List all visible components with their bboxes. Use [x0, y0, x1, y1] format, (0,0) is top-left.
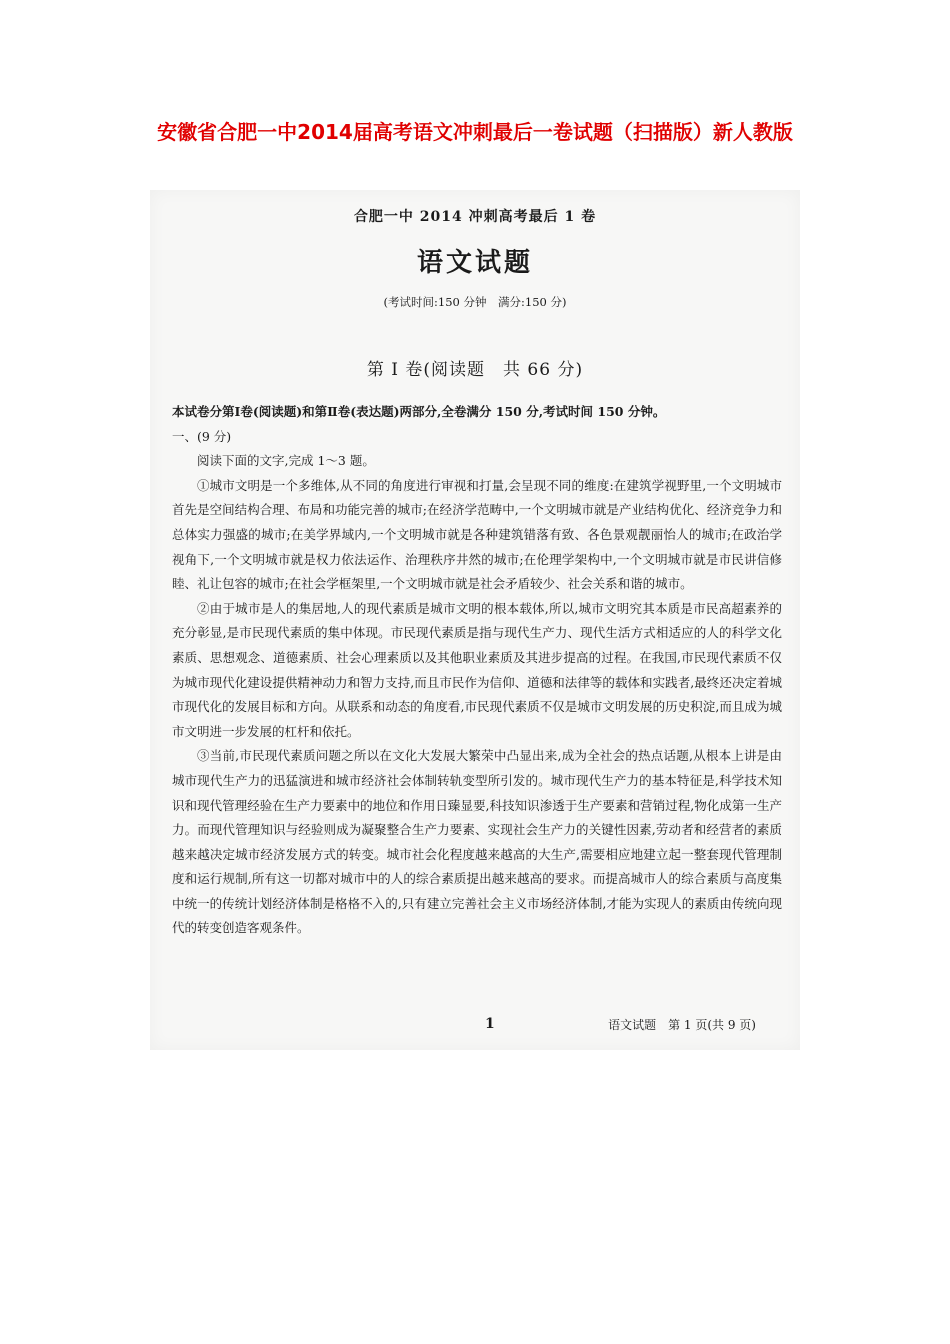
- subject-title: 语文试题: [416, 248, 533, 278]
- paragraph-1: ①城市文明是一个多维体,从不同的角度进行审视和打量,会呈现不同的维度:在建筑学视野里,一个文明城市首先是空间结构合理、布局和功能完善的城市;在经济学范畴中,一个文明城市就是产业结构优化、经济竞争力和总体实力强盛的城市;在美学界域内,一个文明城市就是各种建筑错落有致、各色景观靓丽怡人的城市;在政治学视角下,一个文明城市就是权力依法运作、治理秩序井然的城市;在伦理学架构中,一个文明城市就是市民讲信修睦、礼让包容的城市;在社会学框架里,一个文明城市就是社会矛盾较少、社会关系和谐的城市。: [172, 477, 782, 592]
- exam-info: (考试时间:150 分钟 满分:150 分): [383, 295, 567, 309]
- reading-instruction: 阅读下面的文字,完成 1～3 题。: [197, 453, 375, 469]
- paragraph-2: ②由于城市是人的集居地,人的现代素质是城市文明的根本载体,所以,城市文明究其本质是市民高超素养的充分彰显,是市民现代素质的集中体现。市民现代素质是指与现代生产力、现代生活方式相适应的人的科学文化素质、思想观念、道德素质、社会心理素质以及其他职业素质及其进步提高的过程。在我国,市民现代素质不仅为城市现代化建设提供精神动力和智力支持,而且市民作为信仰、道德和法律等的载体和实践者,最终还决定着城市现代化的发展目标和方向。从联系和动态的角度看,市民现代素质不仅是城市文明发展的历史积淀,而且成为城市文明进一步发展的杠杆和依托。: [172, 600, 782, 739]
- volume-heading: 第 Ⅰ 卷(阅读题 共 66 分): [366, 360, 584, 380]
- exam-body: [172, 400, 782, 941]
- exam-name: 合肥一中 2014 冲刺高考最后 1 卷: [353, 209, 597, 225]
- page-number: 1: [485, 1016, 495, 1032]
- page-footer-label: 语文试题 第 1 页(共 9 页): [608, 1018, 756, 1032]
- paragraph-3: ③当前,市民现代素质问题之所以在文化大发展大繁荣中凸显出来,成为全社会的热点话题,从根本上讲是由城市现代生产力的迅猛演进和城市经济社会体制转轨变型所引发的。城市现代生产力的基本特征是,科学技术知识和现代管理经验在生产力要素中的地位和作用日臻显要,科技知识渗透于生产要素和营销过程,物化成第一生产力。而现代管理知识与经验则成为凝聚整合生产力要素、实现社会生产力的关键性因素,劳动者和经营者的素质越来越决定城市经济发展方式的转变。城市社会化程度越来越高的大生产,需要相应地建立起一整套现代管理制度和运行规制,所有这一切都对城市中的人的综合素质提出越来越高的要求。而提高城市人的综合素质与高度集中统一的传统计划经济体制是格格不入的,只有建立完善社会主义市场经济体制,才能为实现人的素质由传统向现代的转变创造客观条件。: [172, 748, 782, 936]
- exam-intro: 本试卷分第Ⅰ卷(阅读题)和第Ⅱ卷(表达题)两部分,全卷满分 150 分,考试时间 150 分钟。: [172, 404, 666, 419]
- scanned-exam-page: [150, 190, 800, 1050]
- document-title: 安徽省合肥一中2014届高考语文冲刺最后一卷试题（扫描版）新人教版: [157, 120, 793, 144]
- section-heading: 一、(9 分): [172, 428, 232, 444]
